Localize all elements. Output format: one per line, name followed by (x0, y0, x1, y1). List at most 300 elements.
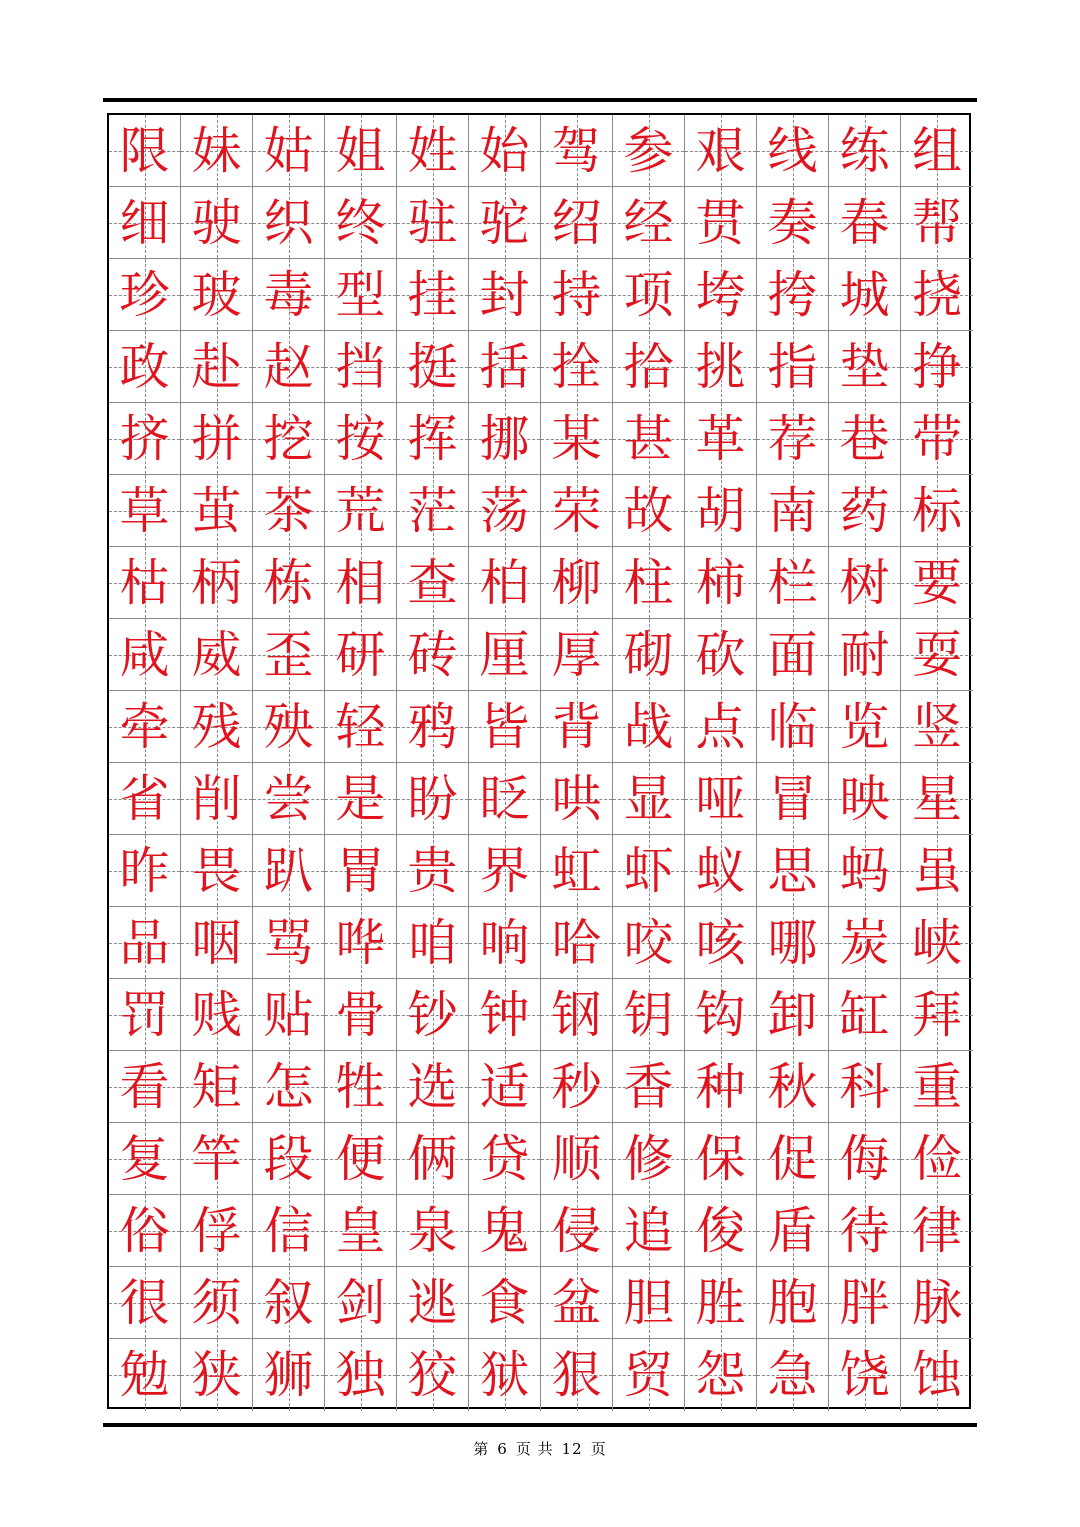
grid-cell (325, 619, 397, 691)
character: 省 (119, 769, 170, 828)
grid-cell (325, 691, 397, 763)
grid-cell (469, 115, 541, 187)
character: 带 (912, 409, 962, 468)
grid-cell (397, 1267, 469, 1339)
grid-cell (181, 979, 253, 1051)
grid-cell (901, 979, 973, 1051)
grid-cell (757, 115, 829, 187)
character: 耍 (912, 625, 962, 684)
character: 俘 (191, 1201, 242, 1260)
character: 终 (335, 193, 386, 252)
character: 挺 (407, 337, 458, 396)
grid-cell (325, 547, 397, 619)
grid-cell (469, 763, 541, 835)
grid-cell (469, 691, 541, 763)
grid-cell (253, 1051, 325, 1123)
grid-cell (613, 1267, 685, 1339)
character: 姑 (263, 121, 314, 180)
grid-cell (181, 187, 253, 259)
grid-cell (829, 1195, 901, 1267)
grid-cell (685, 115, 757, 187)
grid-cell (541, 835, 613, 907)
character: 柄 (191, 553, 242, 612)
character: 持 (551, 265, 602, 324)
character: 昨 (119, 841, 170, 900)
character: 姓 (407, 121, 458, 180)
character: 胡 (695, 481, 746, 540)
grid-cell (109, 331, 181, 403)
character: 挠 (912, 265, 962, 324)
grid-cell (469, 1267, 541, 1339)
grid-cell (685, 331, 757, 403)
grid-cell (469, 403, 541, 475)
grid-cell (685, 907, 757, 979)
grid-cell (397, 331, 469, 403)
grid-cell (901, 259, 973, 331)
grid-cell (757, 763, 829, 835)
character: 妹 (191, 121, 242, 180)
character: 贴 (263, 985, 314, 1044)
character: 待 (839, 1201, 890, 1260)
grid-cell (613, 763, 685, 835)
character: 奏 (767, 193, 818, 252)
grid-cell (685, 547, 757, 619)
character: 选 (407, 1057, 458, 1116)
character: 须 (191, 1273, 242, 1332)
character: 钩 (695, 985, 746, 1044)
grid-cell (757, 475, 829, 547)
grid-cell (397, 763, 469, 835)
grid-cell (397, 835, 469, 907)
character: 界 (479, 841, 530, 900)
character: 钢 (551, 985, 602, 1044)
grid-cell (253, 547, 325, 619)
character: 蚂 (839, 841, 890, 900)
grid-cell (541, 1339, 613, 1411)
character: 胆 (623, 1273, 674, 1332)
grid-cell (685, 979, 757, 1051)
character: 研 (335, 625, 386, 684)
character: 巷 (839, 409, 890, 468)
character: 封 (479, 265, 530, 324)
grid-cell (757, 547, 829, 619)
character: 俗 (119, 1201, 170, 1260)
character: 点 (695, 697, 746, 756)
grid-cell (109, 1195, 181, 1267)
grid-cell (757, 403, 829, 475)
grid-cell (253, 979, 325, 1051)
character: 哪 (767, 913, 818, 972)
grid-cell (109, 259, 181, 331)
character: 驼 (479, 193, 530, 252)
grid-cell (397, 259, 469, 331)
grid-cell (325, 259, 397, 331)
character: 哑 (695, 769, 746, 828)
character: 狮 (263, 1346, 314, 1404)
total-pages: 12 (561, 1440, 583, 1458)
grid-cell (181, 1123, 253, 1195)
grid-cell (829, 1051, 901, 1123)
character: 矩 (191, 1057, 242, 1116)
character: 厘 (479, 625, 530, 684)
character: 织 (263, 193, 314, 252)
character: 拼 (191, 409, 242, 468)
grid-cell (757, 691, 829, 763)
character: 看 (119, 1057, 170, 1116)
grid-cell (901, 331, 973, 403)
grid-cell (181, 691, 253, 763)
character: 殃 (263, 697, 314, 756)
grid-cell (469, 1195, 541, 1267)
grid-cell (109, 547, 181, 619)
grid-cell (541, 1195, 613, 1267)
grid-cell (109, 691, 181, 763)
grid-cell (829, 979, 901, 1051)
grid-cell (613, 331, 685, 403)
character: 段 (263, 1129, 314, 1188)
grid-cell (181, 619, 253, 691)
grid-cell (397, 619, 469, 691)
grid-cell (685, 1267, 757, 1339)
grid-cell (757, 187, 829, 259)
character: 驶 (191, 193, 242, 252)
character: 品 (119, 913, 170, 972)
grid-cell (469, 907, 541, 979)
character: 耐 (839, 625, 890, 684)
grid-cell (685, 187, 757, 259)
character: 缸 (839, 985, 890, 1044)
grid-cell (325, 1195, 397, 1267)
character: 信 (263, 1201, 314, 1260)
grid-cell (181, 907, 253, 979)
grid-cell (469, 259, 541, 331)
grid-cell (181, 115, 253, 187)
character: 叙 (263, 1273, 314, 1332)
character: 拜 (912, 985, 962, 1044)
character: 线 (767, 121, 818, 180)
character: 削 (191, 769, 242, 828)
grid-cell (253, 1195, 325, 1267)
grid-cell (469, 187, 541, 259)
character: 贵 (407, 841, 458, 900)
character: 荒 (335, 481, 386, 540)
grid-cell (685, 835, 757, 907)
grid-cell (181, 1339, 253, 1411)
character: 皇 (335, 1201, 386, 1260)
character: 轻 (335, 697, 386, 756)
grid-cell (109, 907, 181, 979)
character: 盾 (767, 1201, 818, 1260)
character: 虹 (551, 841, 602, 900)
grid-cell (469, 547, 541, 619)
footer-mid: 页 共 (515, 1440, 554, 1458)
grid-cell (253, 187, 325, 259)
grid-cell (397, 979, 469, 1051)
grid-cell (901, 763, 973, 835)
character: 咬 (623, 913, 674, 972)
character: 急 (767, 1346, 818, 1404)
grid-cell (829, 403, 901, 475)
grid-cell (181, 475, 253, 547)
character: 驻 (407, 193, 458, 252)
character: 甚 (623, 409, 674, 468)
character: 标 (912, 481, 962, 540)
grid-cell (613, 115, 685, 187)
character: 钥 (623, 985, 674, 1044)
character: 哈 (551, 913, 602, 972)
character: 艰 (695, 121, 746, 180)
grid-cell (325, 403, 397, 475)
footer-prefix: 第 (473, 1440, 490, 1458)
character: 枯 (119, 553, 170, 612)
grid-cell (181, 259, 253, 331)
character: 贸 (623, 1346, 674, 1404)
grid-cell (541, 979, 613, 1051)
grid-cell (829, 1123, 901, 1195)
top-rule (103, 98, 977, 102)
grid-cell (397, 907, 469, 979)
character: 鸦 (407, 697, 458, 756)
character: 促 (767, 1129, 818, 1188)
character: 荐 (767, 409, 818, 468)
grid-cell (253, 115, 325, 187)
character: 练 (839, 121, 890, 180)
character: 柱 (623, 553, 674, 612)
grid-cell (757, 979, 829, 1051)
grid-cell (181, 763, 253, 835)
character: 荣 (551, 481, 602, 540)
character: 赵 (263, 337, 314, 396)
character: 映 (839, 769, 890, 828)
grid-cell (613, 1123, 685, 1195)
grid-cell (181, 331, 253, 403)
character: 响 (479, 913, 530, 972)
grid-cell (397, 115, 469, 187)
character: 查 (407, 553, 458, 612)
grid-cell (541, 691, 613, 763)
grid-cell (181, 1267, 253, 1339)
grid-cell (253, 1123, 325, 1195)
character: 贷 (479, 1129, 530, 1188)
character: 栏 (767, 553, 818, 612)
character: 重 (912, 1057, 962, 1116)
character: 厚 (551, 625, 602, 684)
grid-cell (325, 1267, 397, 1339)
grid-cell (325, 979, 397, 1051)
character: 茶 (263, 481, 314, 540)
character: 俊 (695, 1201, 746, 1260)
character: 挂 (407, 265, 458, 324)
character: 姐 (335, 121, 386, 180)
grid-cell (685, 475, 757, 547)
grid-cell (253, 1267, 325, 1339)
character: 帮 (912, 193, 962, 252)
character: 侵 (551, 1201, 602, 1260)
character: 挡 (335, 337, 386, 396)
grid-cell (109, 979, 181, 1051)
grid-cell (541, 547, 613, 619)
character: 是 (335, 769, 386, 828)
character: 追 (623, 1201, 674, 1260)
grid-cell (325, 115, 397, 187)
character: 挖 (263, 409, 314, 468)
grid-cell (685, 763, 757, 835)
character: 毒 (263, 265, 314, 324)
grid-cell (829, 763, 901, 835)
character: 蚁 (695, 841, 746, 900)
grid-cell (109, 115, 181, 187)
character: 钞 (407, 985, 458, 1044)
character: 竿 (191, 1129, 242, 1188)
character: 显 (623, 769, 674, 828)
character: 眨 (479, 769, 530, 828)
grid-cell (757, 1051, 829, 1123)
character: 项 (623, 265, 674, 324)
character: 怨 (695, 1346, 746, 1404)
grid-cell (325, 1123, 397, 1195)
grid-cell (397, 1339, 469, 1411)
character: 春 (839, 193, 890, 252)
character: 修 (623, 1129, 674, 1188)
character: 树 (839, 553, 890, 612)
grid-cell (901, 187, 973, 259)
character: 独 (335, 1346, 386, 1404)
grid-cell (901, 619, 973, 691)
grid-cell (253, 331, 325, 403)
grid-cell (613, 547, 685, 619)
grid-cell (181, 403, 253, 475)
grid-cell (829, 331, 901, 403)
grid-cell (901, 1195, 973, 1267)
grid-cell (181, 835, 253, 907)
character: 柳 (551, 553, 602, 612)
grid-cell (685, 259, 757, 331)
grid-cell (685, 403, 757, 475)
grid-cell (253, 619, 325, 691)
grid-cell (901, 115, 973, 187)
character: 便 (335, 1129, 386, 1188)
grid-cell (253, 763, 325, 835)
character: 俭 (912, 1129, 962, 1188)
grid-cell (397, 547, 469, 619)
character: 泉 (407, 1201, 458, 1260)
character: 挥 (407, 409, 458, 468)
character: 歪 (263, 625, 314, 684)
character: 罚 (119, 985, 170, 1044)
grid-cell (901, 547, 973, 619)
character: 南 (767, 481, 818, 540)
character: 狱 (479, 1346, 530, 1404)
grid-cell (109, 1051, 181, 1123)
character: 某 (551, 409, 602, 468)
grid-cell (253, 475, 325, 547)
character: 柿 (695, 553, 746, 612)
character: 城 (839, 265, 890, 324)
character: 狠 (551, 1346, 602, 1404)
grid-cell (685, 1195, 757, 1267)
character: 蚀 (912, 1346, 962, 1404)
grid-cell (901, 907, 973, 979)
character: 虽 (912, 841, 962, 900)
character: 览 (839, 697, 890, 756)
grid-cell (901, 1051, 973, 1123)
grid-cell (613, 619, 685, 691)
character: 面 (767, 625, 818, 684)
character: 胞 (767, 1273, 818, 1332)
character: 临 (767, 697, 818, 756)
grid-cell (397, 475, 469, 547)
character: 种 (695, 1057, 746, 1116)
grid-cell (541, 187, 613, 259)
bottom-rule (103, 1423, 977, 1427)
character: 故 (623, 481, 674, 540)
grid-cell (109, 835, 181, 907)
grid-cell (613, 259, 685, 331)
character: 秋 (767, 1057, 818, 1116)
character: 卸 (767, 985, 818, 1044)
grid-cell (901, 1123, 973, 1195)
character: 胜 (695, 1273, 746, 1332)
grid-cell (397, 1195, 469, 1267)
grid-cell (613, 835, 685, 907)
grid-cell (901, 403, 973, 475)
grid-cell (109, 1339, 181, 1411)
character: 鬼 (479, 1201, 530, 1260)
character: 牵 (119, 697, 170, 756)
character: 珍 (119, 265, 170, 324)
character: 峡 (912, 913, 962, 972)
character: 砌 (623, 625, 674, 684)
character: 畏 (191, 841, 242, 900)
grid-cell (613, 907, 685, 979)
page-footer (0, 1438, 1080, 1459)
grid-cell (469, 619, 541, 691)
character: 逃 (407, 1273, 458, 1332)
character: 思 (767, 841, 818, 900)
character: 咱 (407, 913, 458, 972)
grid-cell (541, 1123, 613, 1195)
character: 盼 (407, 769, 458, 828)
grid-cell (541, 1051, 613, 1123)
character: 贯 (695, 193, 746, 252)
grid-cell (829, 691, 901, 763)
grid-cell (541, 619, 613, 691)
character: 柏 (479, 553, 530, 612)
character: 始 (479, 121, 530, 180)
grid-cell (541, 331, 613, 403)
character: 炭 (839, 913, 890, 972)
character: 战 (623, 697, 674, 756)
character: 茫 (407, 481, 458, 540)
grid-cell (613, 475, 685, 547)
character: 狡 (407, 1346, 458, 1404)
character: 盆 (551, 1273, 602, 1332)
grid-cell (397, 1051, 469, 1123)
character: 很 (119, 1273, 170, 1332)
grid-cell (253, 835, 325, 907)
grid-cell (253, 691, 325, 763)
grid-cell (325, 1339, 397, 1411)
character: 革 (695, 409, 746, 468)
grid-cell (397, 187, 469, 259)
grid-cell (829, 259, 901, 331)
character: 拾 (623, 337, 674, 396)
grid-cell (757, 907, 829, 979)
grid-cell (829, 547, 901, 619)
character: 相 (335, 553, 386, 612)
character: 胖 (839, 1273, 890, 1332)
grid-cell (325, 907, 397, 979)
